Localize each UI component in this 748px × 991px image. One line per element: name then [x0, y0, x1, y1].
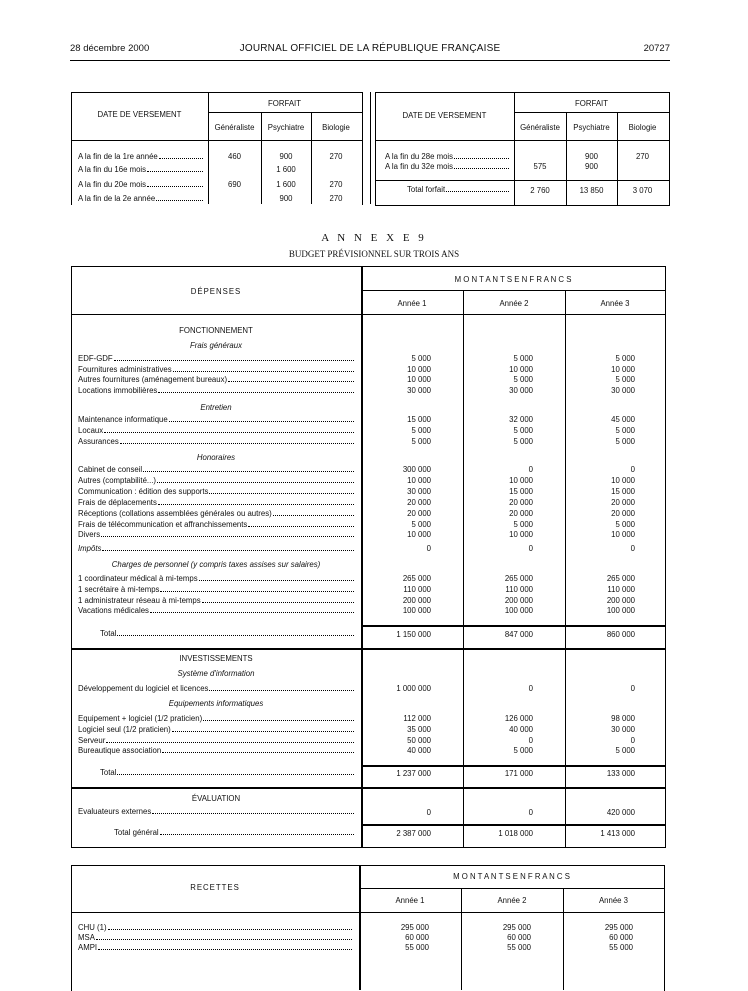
budget-row-14-year-1: 20 000 — [407, 498, 431, 507]
budget-total2-year-2: 171 000 — [504, 769, 533, 778]
budget-row-11-label-text: Cabinet de conseil — [78, 465, 143, 474]
budget-inv-row-5-label-text: Logiciel seul (1/2 praticien) — [78, 725, 171, 734]
budget-row-23-year-2: 100 000 — [504, 606, 533, 615]
budget-row-12-label-text: Autres (comptabilité...) — [78, 476, 156, 485]
forfait-right-biologie: Biologie — [628, 123, 657, 132]
budget-inv-row-4-label-leader — [203, 720, 354, 721]
budget-row-18-label-leader — [102, 550, 354, 551]
budget-row-4-label-text: Autres fournitures (aménagement bureaux) — [78, 375, 228, 384]
forfait-left-row-1-psychiatre: 1 600 — [276, 165, 296, 174]
budget-row-10-subheading: Honoraires — [196, 453, 236, 462]
budget-row-11-year-3: 0 — [630, 465, 635, 474]
forfait-left-row-0-label — [78, 152, 204, 161]
forfait-right-total-label — [407, 185, 510, 194]
budget-row-1-subheading: Frais généraux — [189, 341, 242, 350]
budget-grandtotal-year-2: 1 018 000 — [498, 829, 533, 838]
budget-row-8-year-2: 5 000 — [513, 426, 533, 435]
budget-row-21-year-2: 110 000 — [505, 585, 533, 594]
budget-eval-label-text: Evaluateurs externes — [78, 807, 152, 816]
budget-inv-row-2-year-2: 0 — [528, 684, 533, 693]
budget-row-12-year-1: 10 000 — [407, 476, 431, 485]
budget-row-13-label-leader — [209, 493, 354, 494]
budget-row-9-label-text: Assurances — [78, 437, 119, 446]
recettes-row-2-year-3: 55 000 — [609, 943, 633, 952]
forfait-right-row-0-label-leader — [454, 158, 509, 159]
budget-row-2-label-leader — [114, 360, 354, 361]
budget-row-16-year-1: 5 000 — [411, 520, 431, 529]
forfait-right-date-header: DATE DE VERSEMENT — [402, 111, 487, 120]
forfait-right-total-psychiatre: 13 850 — [579, 186, 604, 195]
budget-row-2-label — [78, 354, 355, 363]
budget-row-11-year-2: 0 — [528, 465, 533, 474]
budget-row-17-label — [78, 530, 355, 539]
budget-row-3-year-3: 10 000 — [611, 365, 635, 374]
recettes-row-2-year-2: 55 000 — [507, 943, 531, 952]
budget-row-12-year-3: 10 000 — [611, 476, 635, 485]
budget-row-5-year-1: 30 000 — [407, 386, 431, 395]
forfait-left-row-0-generaliste: 460 — [227, 152, 241, 161]
budget-row-7-label-text: Maintenance informatique — [78, 415, 168, 424]
budget-row-13-year-3: 15 000 — [611, 487, 635, 496]
recettes-row-1-label — [78, 933, 353, 942]
budget-inv-row-7-year-1: 40 000 — [407, 746, 431, 755]
budget-row-16-label-text: Frais de télécommunication et affranchissements — [78, 520, 248, 529]
forfait-left-row-2-label-text: A la fin du 20e mois — [78, 180, 147, 189]
budget-row-0-heading: FONCTIONNEMENT — [179, 326, 253, 335]
forfait-left-row-3-biologie: 270 — [329, 194, 343, 203]
budget-row-17-label-leader — [101, 536, 354, 537]
budget-total1-year-1: 1 150 000 — [396, 630, 431, 639]
budget-grandtotal-label-text: Total général — [114, 828, 159, 837]
budget-inv-row-7-label — [78, 746, 355, 755]
budget-inv-row-7-year-3: 5 000 — [615, 746, 635, 755]
budget-row-20-label-leader — [199, 580, 354, 581]
budget-inv-row-7-year-2: 5 000 — [513, 746, 533, 755]
budget-row-22-year-2: 200 000 — [504, 596, 533, 605]
budget-row-12-label — [78, 476, 355, 485]
budget-row-7-label-leader — [169, 421, 354, 422]
budget-row-20-label — [78, 574, 355, 583]
budget-eval-label — [78, 807, 355, 816]
budget-eval-year-3: 420 000 — [606, 808, 635, 817]
budget-row-20-year-2: 265 000 — [504, 574, 533, 583]
forfait-left-date-header: DATE DE VERSEMENT — [97, 110, 182, 119]
budget-row-14-label-leader — [158, 504, 354, 505]
recettes-row-0-year-1: 295 000 — [400, 923, 429, 932]
budget-total1-label-text: Total — [100, 629, 117, 638]
budget-row-8-label-leader — [104, 432, 354, 433]
budget-row-4-label — [78, 375, 355, 384]
annex-subtitle: BUDGET PRÉVISIONNEL SUR TROIS ANS — [288, 249, 460, 259]
budget-total1-year-2: 847 000 — [504, 630, 533, 639]
budget-row-11-label-leader — [143, 471, 354, 472]
budget-inv-row-3-subheading: Equipements informatiques — [168, 699, 264, 708]
forfait-left-row-0-label-text: A la fin de la 1re année — [78, 152, 158, 161]
forfait-left-row-3-label — [78, 194, 204, 203]
budget-total2-label-leader — [117, 774, 354, 775]
budget-row-7-label — [78, 415, 355, 424]
forfait-right-row-1-label-leader — [454, 168, 509, 169]
budget-row-8-year-1: 5 000 — [411, 426, 431, 435]
forfait-right-row-0-label — [385, 152, 510, 161]
recettes-row-0-label-text: CHU (1) — [78, 923, 107, 932]
forfait-left-row-0-label-leader — [159, 158, 203, 159]
budget-row-6-subheading: Entretien — [200, 403, 232, 412]
budget-row-9-year-2: 5 000 — [513, 437, 533, 446]
budget-grandtotal-rule — [361, 824, 665, 826]
budget-inv-row-0-heading: INVESTISSEMENTS — [179, 654, 253, 663]
recettes-header: RECETTES — [190, 883, 240, 892]
budget-row-22-year-3: 200 000 — [606, 596, 635, 605]
budget-row-15-label — [78, 509, 355, 518]
budget-grandtotal-year-1: 2 387 000 — [396, 829, 431, 838]
budget-montants-header: M O N T A N T S E N F R A N C S — [454, 275, 572, 284]
recettes-row-0-label — [78, 923, 353, 932]
budget-row-13-year-1: 30 000 — [407, 487, 431, 496]
budget-row-15-label-text: Réceptions (collations assemblées générales ou autres) — [78, 509, 272, 518]
budget-total2-label — [100, 768, 355, 777]
budget-row-7-year-2: 32 000 — [509, 415, 533, 424]
budget-row-5-year-3: 30 000 — [611, 386, 635, 395]
budget-row-15-year-1: 20 000 — [407, 509, 431, 518]
recettes-montants-header: M O N T A N T S E N F R A N C S — [453, 872, 570, 881]
budget-row-16-label — [78, 520, 355, 529]
recettes-row-1-label-leader — [96, 939, 352, 940]
budget-row-4-year-1: 10 000 — [407, 375, 431, 384]
forfait-left-row-2-generaliste: 690 — [227, 180, 241, 189]
budget-eval-heading: ÉVALUATION — [191, 794, 241, 803]
forfait-right-total-generaliste: 2 760 — [530, 186, 550, 195]
budget-inv-row-5-year-3: 30 000 — [611, 725, 635, 734]
budget-row-5-label — [78, 386, 355, 395]
forfait-left-forfait-header: FORFAIT — [268, 99, 301, 108]
budget-row-12-year-2: 10 000 — [509, 476, 533, 485]
budget-eval-year-2: 0 — [528, 808, 533, 817]
budget-inv-row-2-label-text: Développement du logiciel et licences — [78, 684, 209, 693]
recettes-row-1-year-1: 60 000 — [405, 933, 429, 942]
budget-row-2-label-text: EDF-GDF — [78, 354, 113, 363]
forfait-right-forfait-header: FORFAIT — [575, 99, 608, 108]
budget-row-9-year-1: 5 000 — [411, 437, 431, 446]
forfait-right-row-1-psychiatre: 900 — [584, 162, 598, 171]
budget-row-21-label — [78, 585, 355, 594]
budget-inv-row-6-label — [78, 736, 355, 745]
forfait-right-total-label-text: Total forfait — [407, 185, 446, 194]
budget-inv-row-2-label-leader — [209, 690, 354, 691]
budget-row-15-year-3: 20 000 — [611, 509, 635, 518]
budget-row-23-label-leader — [150, 612, 354, 613]
recettes-year-1: Année 1 — [395, 896, 425, 905]
recettes-row-0-label-leader — [108, 929, 352, 930]
budget-row-23-year-3: 100 000 — [606, 606, 635, 615]
forfait-right-generaliste: Généraliste — [520, 123, 560, 132]
budget-depenses-header: DÉPENSES — [190, 287, 242, 296]
budget-row-8-label-text: Locaux — [78, 426, 104, 435]
header-page-number: 20727 — [643, 43, 670, 54]
forfait-left-generaliste: Généraliste — [214, 123, 255, 132]
budget-row-21-year-1: 110 000 — [403, 585, 431, 594]
forfait-right-row-1-generaliste: 575 — [533, 162, 547, 171]
budget-inv-row-5-label — [78, 725, 355, 734]
budget-inv-row-4-label-text: Equipement + logiciel (1/2 praticien) — [78, 714, 203, 723]
forfait-left-row-1-label-text: A la fin du 16e mois — [78, 165, 147, 174]
budget-inv-row-4-year-3: 98 000 — [611, 714, 635, 723]
page-header — [70, 43, 670, 59]
budget-year-1: Année 1 — [397, 299, 427, 308]
budget-grandtotal-label — [114, 828, 355, 837]
budget-row-17-label-text: Divers — [78, 530, 101, 539]
forfait-left-row-3-label-leader — [156, 200, 203, 201]
budget-row-8-label — [78, 426, 355, 435]
recettes-row-2-year-1: 55 000 — [405, 943, 429, 952]
forfait-right-row-0-label-text: A la fin du 28e mois — [385, 152, 454, 161]
budget-row-18-year-1: 0 — [426, 544, 431, 553]
forfait-left-row-1-label — [78, 165, 204, 174]
budget-inv-row-6-label-leader — [106, 742, 354, 743]
forfait-right-row-0-biologie: 270 — [635, 152, 649, 161]
budget-grandtotal-year-3: 1 413 000 — [600, 829, 635, 838]
budget-row-3-label-text: Fournitures administratives — [78, 365, 172, 374]
budget-row-7-year-1: 15 000 — [407, 415, 431, 424]
budget-row-16-year-2: 5 000 — [513, 520, 533, 529]
budget-row-22-label-text: 1 administrateur réseau à mi-temps — [78, 596, 201, 605]
budget-total2-label-text: Total — [100, 768, 117, 777]
budget-row-2-year-1: 5 000 — [411, 354, 431, 363]
forfait-right-total-label-leader — [446, 191, 509, 192]
forfait-left-row-3-psychiatre: 900 — [279, 194, 293, 203]
budget-row-21-label-text: 1 secrétaire à mi-temps — [78, 585, 160, 594]
budget-row-22-label-leader — [202, 602, 354, 603]
forfait-left-row-3-label-text: A la fin de la 2e année — [78, 194, 156, 203]
forfait-left-row-2-label-leader — [147, 186, 203, 187]
budget-row-21-label-leader — [160, 591, 354, 592]
forfait-left-row-2-psychiatre: 1 600 — [276, 180, 296, 189]
budget-row-3-label-leader — [173, 371, 354, 372]
budget-inv-row-7-label-leader — [162, 752, 354, 753]
header-journal-title: JOURNAL OFFICIEL DE LA RÉPUBLIQUE FRANÇAISE — [239, 43, 501, 54]
budget-total2-rule — [361, 765, 665, 767]
budget-row-14-label — [78, 498, 355, 507]
budget-row-7-year-3: 45 000 — [611, 415, 635, 424]
budget-row-22-label — [78, 596, 355, 605]
budget-row-21-year-3: 110 000 — [607, 585, 635, 594]
budget-row-22-year-1: 200 000 — [402, 596, 431, 605]
header-date: 28 décembre 2000 — [70, 43, 150, 54]
budget-row-9-label — [78, 437, 355, 446]
forfait-right-row-1-label — [385, 162, 510, 171]
budget-year-2: Année 2 — [499, 299, 529, 308]
budget-row-23-year-1: 100 000 — [402, 606, 431, 615]
budget-inv-row-5-label-leader — [172, 731, 354, 732]
budget-total1-label-leader — [117, 635, 354, 636]
budget-row-9-year-3: 5 000 — [615, 437, 635, 446]
budget-inv-row-5-year-2: 40 000 — [509, 725, 533, 734]
budget-row-20-year-1: 265 000 — [402, 574, 431, 583]
budget-row-4-year-2: 5 000 — [513, 375, 533, 384]
budget-row-18-year-3: 0 — [630, 544, 635, 553]
budget-row-14-year-3: 20 000 — [611, 498, 635, 507]
budget-eval-rule — [71, 787, 665, 789]
budget-inv-row-2-year-3: 0 — [630, 684, 635, 693]
budget-row-23-label-text: Vacations médicales — [78, 606, 149, 615]
budget-row-4-year-3: 5 000 — [615, 375, 635, 384]
recettes-row-2-label-text: AMPI — [78, 943, 98, 952]
budget-inv-row-6-label-text: Serveur — [78, 736, 106, 745]
budget-row-16-year-3: 5 000 — [615, 520, 635, 529]
forfait-right-row-0-psychiatre: 900 — [584, 152, 598, 161]
budget-inv-row-5-year-1: 35 000 — [407, 725, 431, 734]
budget-row-5-label-text: Locations immobilières — [78, 386, 158, 395]
budget-row-13-year-2: 15 000 — [509, 487, 533, 496]
budget-row-19-subheading: Charges de personnel (y compris taxes assises sur salaires) — [111, 560, 321, 569]
budget-inv-rule — [71, 648, 665, 650]
recettes-year-2: Année 2 — [497, 896, 527, 905]
budget-row-9-label-leader — [120, 443, 354, 444]
forfait-left-row-0-biologie: 270 — [329, 152, 343, 161]
budget-row-3-label — [78, 365, 355, 374]
budget-row-4-label-leader — [228, 381, 354, 382]
budget-row-15-year-2: 20 000 — [509, 509, 533, 518]
forfait-right-row-1-label-text: A la fin du 32e mois — [385, 162, 454, 171]
budget-inv-row-2-year-1: 1 000 000 — [396, 684, 431, 693]
budget-inv-row-1-subheading: Système d'information — [177, 669, 255, 678]
budget-inv-row-7-label-text: Bureautique association — [78, 746, 162, 755]
budget-row-18-year-2: 0 — [528, 544, 533, 553]
forfait-left-biologie: Biologie — [322, 123, 350, 132]
budget-row-2-year-2: 5 000 — [513, 354, 533, 363]
budget-row-13-label — [78, 487, 355, 496]
budget-total2-year-3: 133 000 — [606, 769, 635, 778]
budget-inv-row-6-year-1: 50 000 — [407, 736, 431, 745]
budget-row-8-year-3: 5 000 — [615, 426, 635, 435]
recettes-row-2-label-leader — [98, 949, 352, 950]
forfait-left-row-2-label — [78, 180, 204, 189]
budget-row-17-year-3: 10 000 — [611, 530, 635, 539]
budget-total1-label — [100, 629, 355, 638]
budget-row-16-label-leader — [248, 526, 354, 527]
budget-total1-year-3: 860 000 — [606, 630, 635, 639]
recettes-row-1-year-3: 60 000 — [609, 933, 633, 942]
annex-title: A N N E X E 9 — [321, 232, 427, 244]
forfait-left-row-0-psychiatre: 900 — [279, 152, 293, 161]
budget-total1-rule — [361, 625, 665, 627]
budget-row-13-label-text: Communication : édition des supports — [78, 487, 209, 496]
budget-total2-year-1: 1 237 000 — [396, 769, 431, 778]
budget-row-17-year-1: 10 000 — [407, 530, 431, 539]
budget-row-12-label-leader — [157, 482, 354, 483]
budget-row-18-label — [78, 544, 355, 553]
budget-row-20-label-text: 1 coordinateur médical à mi-temps — [78, 574, 198, 583]
budget-row-2-year-3: 5 000 — [615, 354, 635, 363]
budget-row-15-label-leader — [273, 515, 354, 516]
budget-row-11-label — [78, 465, 355, 474]
budget-eval-label-leader — [152, 813, 354, 814]
budget-inv-row-4-year-1: 112 000 — [403, 714, 431, 723]
budget-row-5-label-leader — [158, 392, 354, 393]
recettes-row-1-year-2: 60 000 — [507, 933, 531, 942]
forfait-left-row-2-biologie: 270 — [329, 180, 343, 189]
budget-row-14-label-text: Frais de déplacements — [78, 498, 157, 507]
budget-row-11-year-1: 300 000 — [402, 465, 431, 474]
forfait-right-psychiatre: Psychiatre — [573, 123, 610, 132]
budget-year-3: Année 3 — [600, 299, 630, 308]
recettes-row-1-label-text: MSA — [78, 933, 95, 942]
forfait-left-psychiatre: Psychiatre — [267, 123, 305, 132]
budget-grandtotal-label-leader — [160, 834, 354, 835]
recettes-row-0-year-3: 295 000 — [604, 923, 633, 932]
budget-inv-row-6-year-2: 0 — [528, 736, 533, 745]
budget-row-17-year-2: 10 000 — [509, 530, 533, 539]
budget-inv-row-4-year-2: 126 000 — [504, 714, 533, 723]
recettes-year-3: Année 3 — [598, 896, 629, 905]
budget-inv-row-2-label — [78, 684, 355, 693]
header-rule — [70, 60, 670, 61]
recettes-row-0-year-2: 295 000 — [502, 923, 531, 932]
budget-row-3-year-1: 10 000 — [407, 365, 431, 374]
budget-row-14-year-2: 20 000 — [509, 498, 533, 507]
budget-inv-row-6-year-3: 0 — [630, 736, 635, 745]
forfait-right-total-biologie: 3 070 — [632, 186, 653, 195]
budget-row-18-label-text: Impôts — [78, 544, 102, 553]
recettes-row-2-label — [78, 943, 353, 952]
budget-row-5-year-2: 30 000 — [509, 386, 533, 395]
budget-eval-year-1: 0 — [426, 808, 431, 817]
budget-row-23-label — [78, 606, 355, 615]
budget-row-20-year-3: 265 000 — [606, 574, 635, 583]
forfait-left-row-1-label-leader — [147, 171, 203, 172]
budget-inv-row-4-label — [78, 714, 355, 723]
budget-row-3-year-2: 10 000 — [509, 365, 533, 374]
